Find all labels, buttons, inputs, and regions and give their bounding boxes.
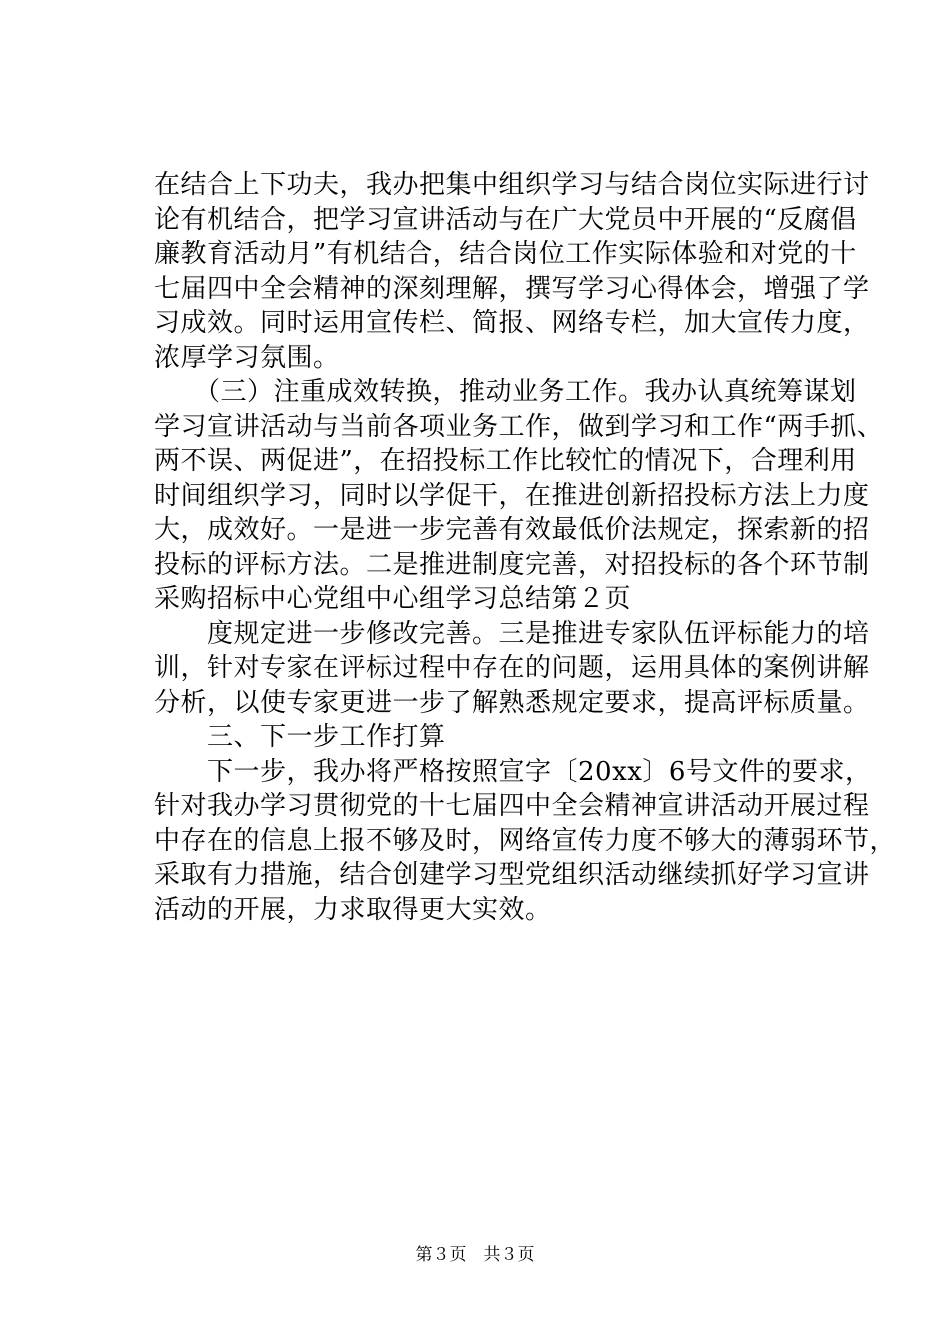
- text-line: 针对我办学习贯彻党的十七届四中全会精神宣讲活动开展过程: [154, 791, 870, 821]
- text-line: 分析，以使专家更进一步了解熟悉规定要求，提高评标质量。: [154, 687, 870, 718]
- text-line: 在结合上下功夫，我办把集中组织学习与结合岗位实际进行讨: [154, 170, 870, 200]
- text-line: 活动的开展，力求取得更大实效。: [154, 894, 552, 925]
- text-line: 两不误、两促进”，在招投标工作比较忙的情况下，合理利用: [154, 446, 857, 476]
- page-break-title: 采购招标中心党组中心组学习总结第２页: [154, 584, 632, 614]
- page-footer: [0, 1244, 950, 1266]
- text-line: 下一步，我办将严格按照宣字〔20xx〕6号文件的要求，: [154, 756, 872, 787]
- section-heading: 三、下一步工作打算: [154, 722, 446, 752]
- text-line: 大，成效好。一是进一步完善有效最低价法规定，探索新的招: [154, 515, 870, 545]
- text-line: 论有机结合，把学习宣讲活动与在广大党员中开展的“反腐倡: [154, 204, 857, 235]
- text-line: 时间组织学习，同时以学促干，在推进创新招投标方法上力度: [154, 480, 870, 511]
- text-line: 度规定进一步修改完善。三是推进专家队伍评标能力的培: [154, 618, 870, 649]
- page-number-label: 第３页 共３页: [415, 1245, 535, 1265]
- text-line: 习成效。同时运用宣传栏、简报、网络专栏，加大宣传力度，: [154, 308, 870, 338]
- text-line: （三）注重成效转换，推动业务工作。我办认真统筹谋划: [154, 377, 857, 407]
- text-line: 学习宣讲活动与当前各项业务工作，做到学习和工作“两手抓、: [154, 411, 884, 442]
- document-body: [154, 168, 897, 927]
- text-line: 训，针对专家在评标过程中存在的问题，运用具体的案例讲解: [154, 653, 870, 683]
- text-line: 浓厚学习氛围。: [154, 342, 340, 373]
- text-line: 廉教育活动月”有机结合，结合岗位工作实际体验和对党的十: [154, 239, 857, 269]
- text-line: 采取有力措施，结合创建学习型党组织活动继续抓好学习宣讲: [154, 860, 870, 890]
- text-line: 中存在的信息上报不够及时，网络宣传力度不够大的薄弱环节，: [154, 825, 897, 856]
- text-line: 七届四中全会精神的深刻理解，撰写学习心得体会，增强了学: [154, 273, 870, 304]
- text-line: 投标的评标方法。二是推进制度完善，对招投标的各个环节制: [154, 549, 870, 580]
